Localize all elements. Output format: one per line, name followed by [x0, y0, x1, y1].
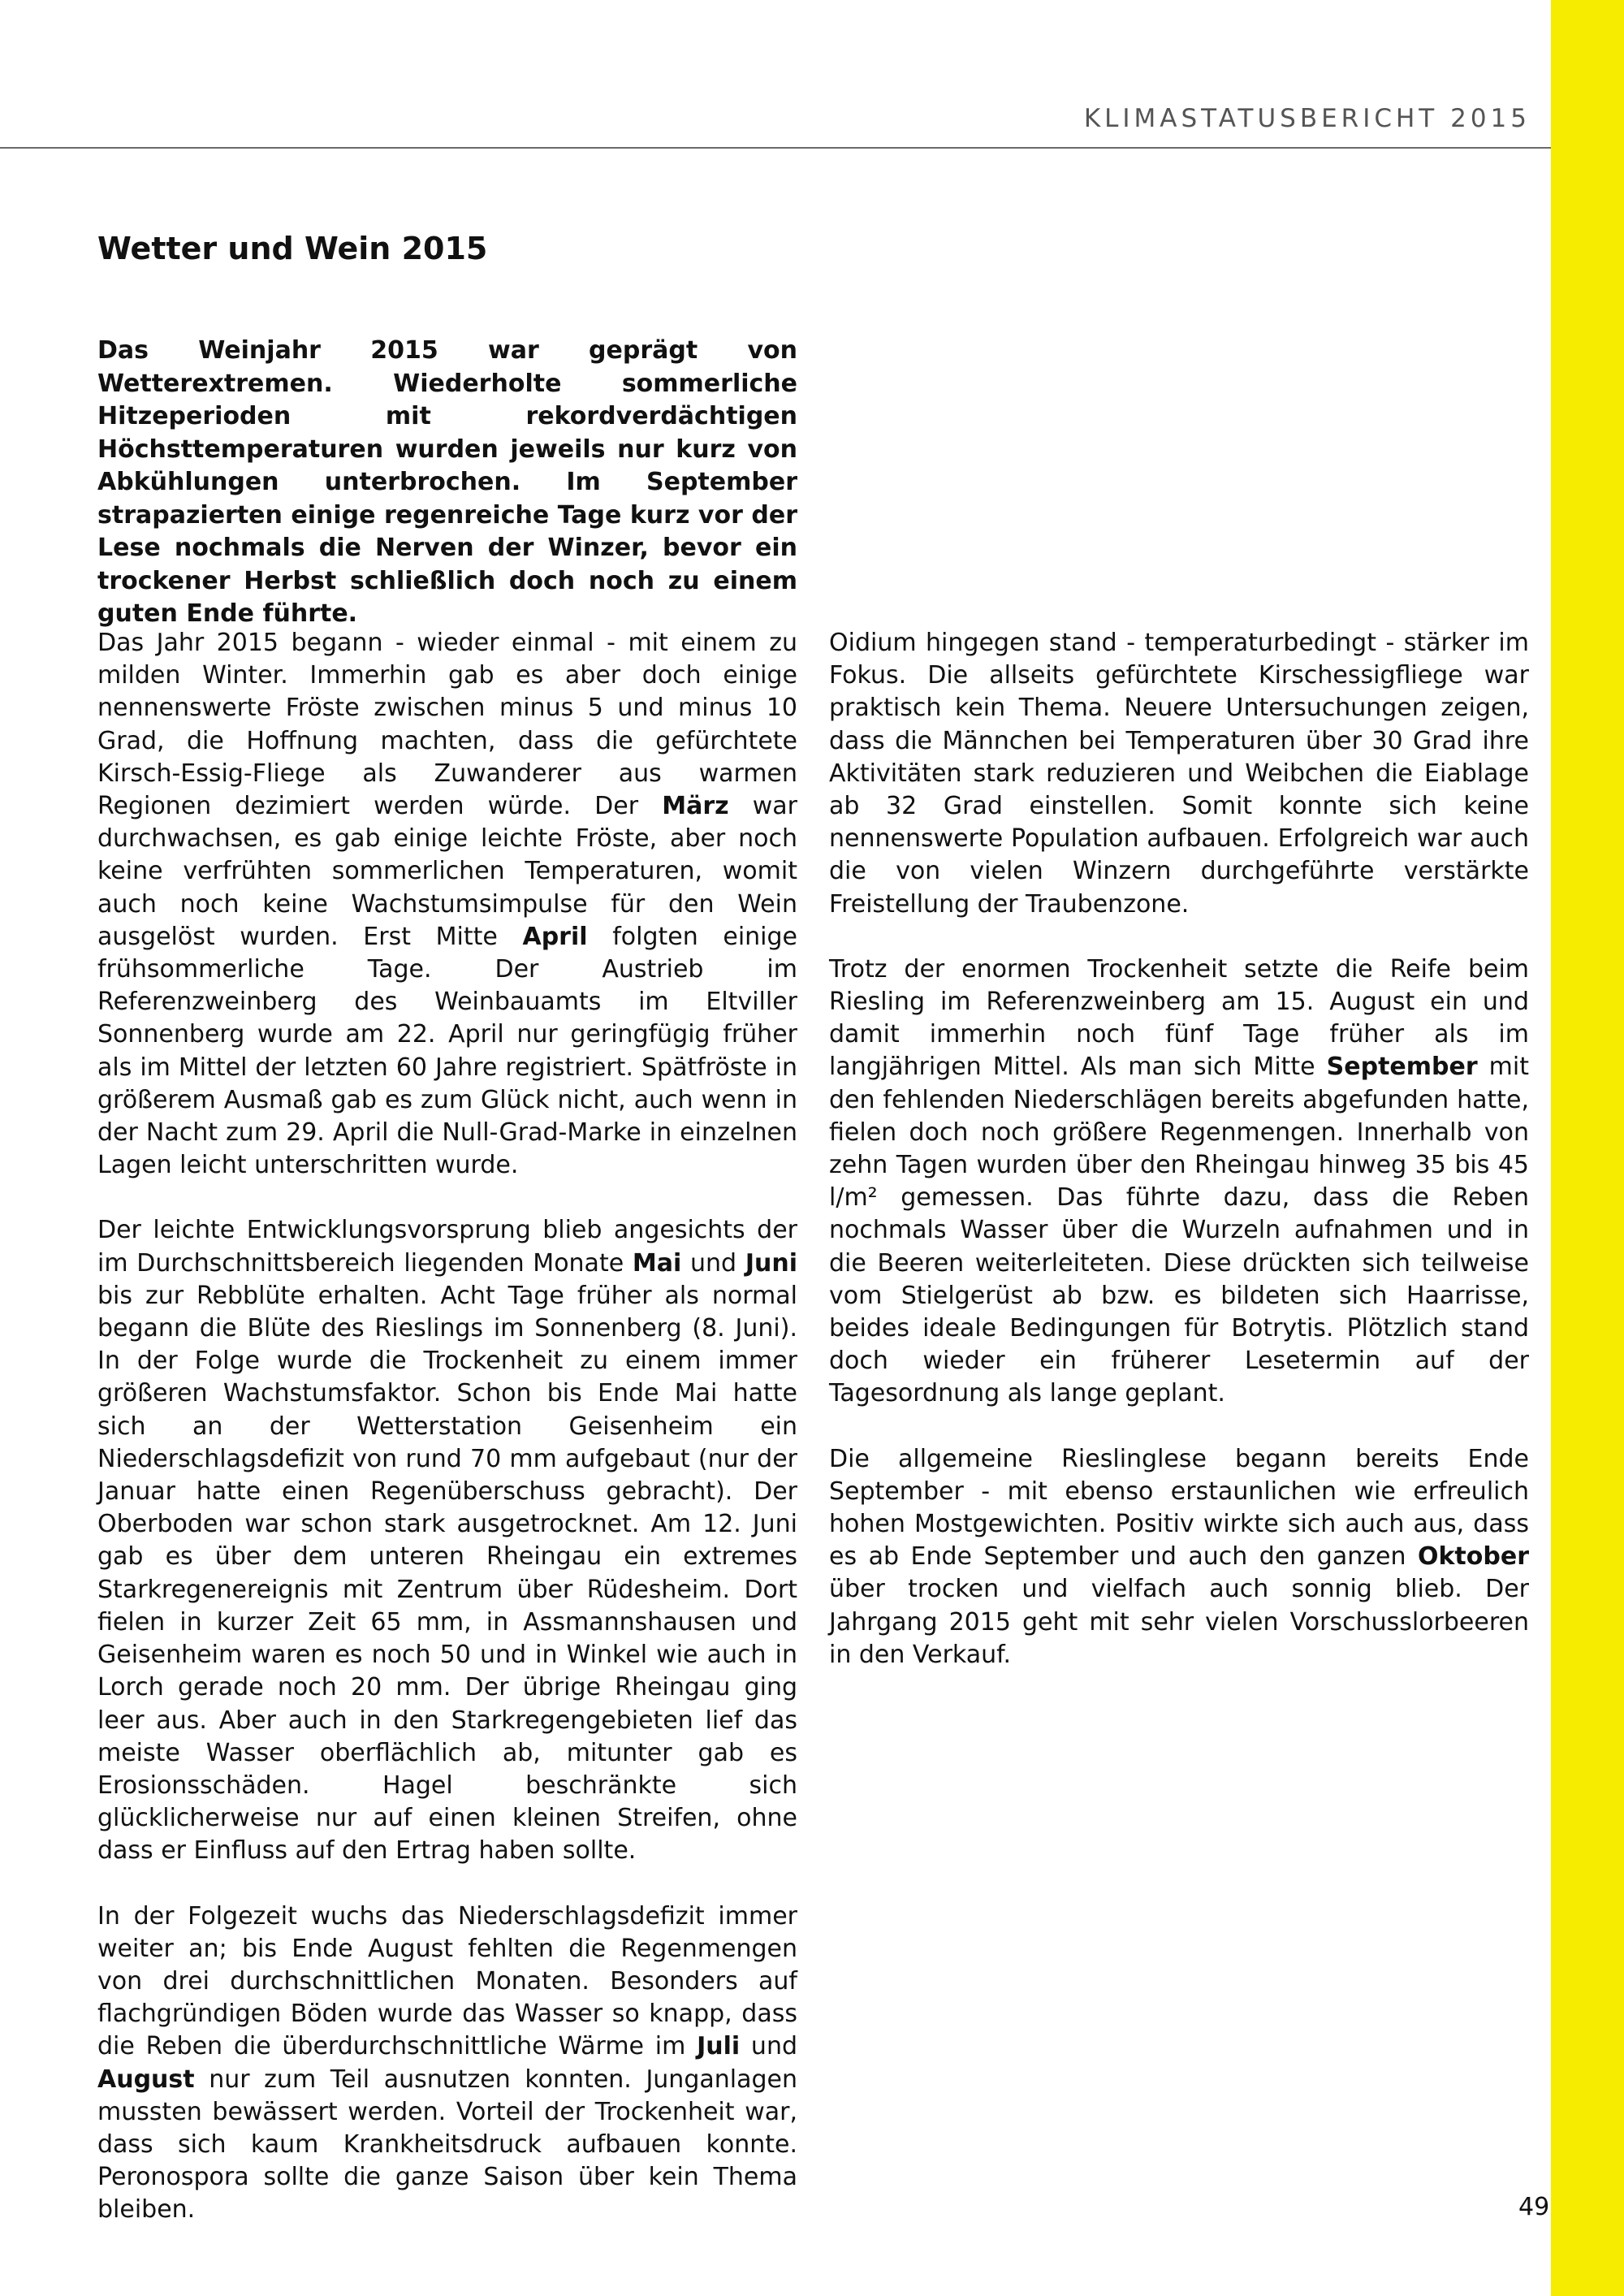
month-highlight: Mai: [632, 1248, 682, 1278]
paragraph: In der Folgezeit wuchs das Niederschlagsdefizit immer weiter an; bis Ende August fehlten die Regenmengen von drei durchschnittlichen Monaten. Besonders auf flachgründigen Böden wurde das Wasser so knapp, dass die Reben die überdurchschnittliche Wärme im Juli und August nur zum Teil ausnutzen konnten. Junganlagen mussten bewässert werden. Vorteil der Trockenheit war, dass sich kaum Krankheitsdruck aufbauen konnte. Peronospora sollte die ganze Saison über kein Thema bleiben.: [97, 1901, 798, 2225]
month-highlight: April: [522, 922, 588, 951]
month-highlight: August: [97, 2065, 195, 2094]
running-header: KLIMASTATUSBERICHT 2015: [1083, 104, 1531, 133]
yellow-margin-bar: [1551, 0, 1624, 2296]
article-lead: Das Weinjahr 2015 war geprägt von Wetterextremen. Wiederholte sommerliche Hitzeperioden mit rekordverdächtigen Höchsttemperaturen wurden jeweils nur kurz von Abkühlungen unterbrochen. Im September strapazierten einige regenreiche Tage kurz vor der Lese nochmals die Nerven der Winzer, bevor ein trockener Herbst schließlich doch noch zu einem guten Ende führte.: [97, 336, 797, 628]
paragraph: Die allgemeine Rieslinglese begann bereits Ende September - mit ebenso erstaunlichen wie erfreulich hohen Mostgewichten. Positiv wirkte sich auch aus, dass es ab Ende September und auch den ganzen Oktober über trocken und vielfach auch sonnig blieb. Der Jahrgang 2015 geht mit sehr vielen Vorschusslorbeeren in den Verkauf.: [829, 1444, 1529, 1669]
paragraph: Trotz der enormen Trockenheit setzte die Reife beim Riesling im Referenzweinberg am 15. August ein und damit immerhin noch fünf Tage früher als im langjährigen Mittel. Als man sich Mitte September mit den fehlenden Niederschlägen bereits abgefunden hatte, fielen doch noch größere Regenmengen. Innerhalb von zehn Tagen wurden über den Rheingau hinweg 35 bis 45 l/m² gemessen. Das führte dazu, dass die Reben nochmals Wasser über die Wurzeln aufnahmen und in die Beeren weiterleiteten. Diese drückten sich teilweise vom Stielgerüst ab bzw. es bildeten sich Haarrisse, beides ideale Bedingungen für Botrytis. Plötzlich stand doch wieder ein früherer Lesetermin auf der Tagesordnung als lange geplant.: [829, 954, 1529, 1408]
left-text-column: [97, 627, 797, 2259]
paragraph: Der leichte Entwicklungsvorsprung blieb angesichts der im Durchschnittsbereich liegenden Monate Mai und Juni bis zur Rebblüte erhalten. Acht Tage früher als normal begann die Blüte des Rieslings im Sonnenberg (8. Juni). In der Folge wurde die Trockenheit zu einem immer größeren Wachstumsfaktor. Schon bis Ende Mai hatte sich an der Wetterstation Geisenheim ein Niederschlagsdefizit von rund 70 mm aufgebaut (nur der Januar hatte einen Regenüberschuss gebracht). Der Oberboden war schon stark ausgetrocknet. Am 12. Juni gab es über dem unteren Rheingau ein extremes Starkregenereignis mit Zentrum über Rüdesheim. Dort fielen in kurzer Zeit 65 mm, in Assmannshausen und Geisenheim waren es noch 50 und in Winkel wie auch in Lorch gerade noch 20 mm. Der übrige Rheingau ging leer aus. Aber auch in den Starkregengebieten lief das meiste Wasser oberflächlich ab, mitunter gab es Erosionsschäden. Hagel beschränkte sich glücklicherweise nur auf einen kleinen Streifen, ohne dass er Einfluss auf den Ertrag haben sollte.: [97, 1216, 797, 1866]
month-highlight: Oktober: [1417, 1542, 1529, 1572]
header-divider: [0, 147, 1551, 149]
month-highlight: Juni: [745, 1248, 797, 1278]
month-highlight: September: [1326, 1053, 1478, 1082]
right-text-column: [829, 627, 1529, 1704]
paragraph: Oidium hingegen stand - temperaturbedingt - stärker im Fokus. Die allseits gefürchtete Kirschessigfliege war praktisch kein Thema. Neuere Untersuchungen zeigen, dass die Männchen bei Temperaturen über 30 Grad ihre Aktivitäten stark reduzieren und Weibchen die Eiablage ab 32 Grad einstellen. Somit konnte sich keine nennenswerte Population aufbauen. Erfolgreich war auch die von vielen Winzern durchgeführte verstärkte Freistellung der Traubenzone.: [829, 629, 1529, 919]
paragraph: Das Jahr 2015 begann - wieder einmal - mit einem zu milden Winter. Immerhin gab es aber doch einige nennenswerte Fröste zwischen minus 5 und minus 10 Grad, die Hoffnung machten, dass die gefürchtete Kirsch-Essig-Fliege als Zuwanderer aus warmen Regionen dezimiert werden würde. Der März war durchwachsen, es gab einige leichte Fröste, aber noch keine verfrühten sommerlichen Temperaturen, womit auch noch keine Wachstumsimpulse für den Wein ausgelöst wurden. Erst Mitte April folgten einige frühsommerliche Tage. Der Austrieb im Referenzweinberg des Weinbauamts im Eltviller Sonnenberg wurde am 22. April nur geringfügig früher als im Mittel der letzten 60 Jahre registriert. Spätfröste in größerem Ausmaß gab es zum Glück nicht, auch wenn in der Nacht zum 29. April die Null-Grad-Marke in einzelnen Lagen leicht unterschritten wurde.: [97, 629, 798, 1180]
month-highlight: Juli: [697, 2032, 741, 2061]
page-number: 49: [1518, 2193, 1550, 2221]
article-title: Wetter und Wein 2015: [97, 231, 488, 266]
month-highlight: März: [662, 792, 729, 821]
